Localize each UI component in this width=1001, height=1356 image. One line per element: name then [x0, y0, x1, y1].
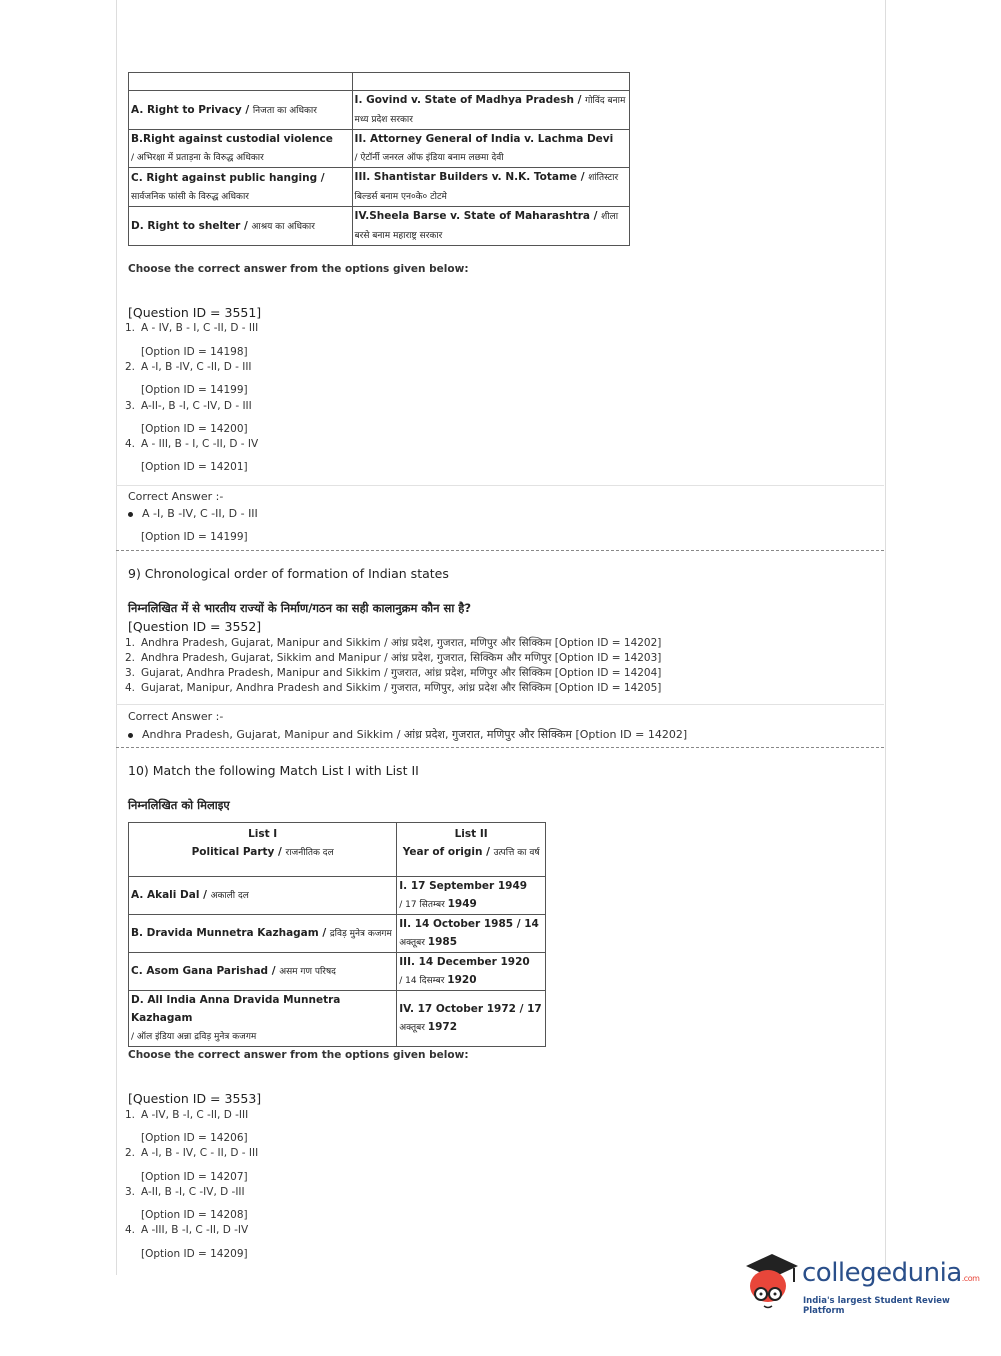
option-item[interactable]: 4. A -III, B -I, C -II, D -IV: [125, 1224, 249, 1236]
option-item[interactable]: 4. A - III, B - I, C -II, D - IV: [125, 438, 259, 450]
list1-item-c: C. Asom Gana Parishad / असम गण परिषद: [129, 953, 397, 991]
option-id: [Option ID = 14206]: [141, 1132, 248, 1144]
correct-answer: A -I, B -IV, C -II, D - III: [128, 507, 258, 520]
correct-answer: Andhra Pradesh, Gujarat, Manipur and Sikkim / आंध्र प्रदेश, गुजरात, मणिपुर और सिक्किम [Option ID = 14202]: [128, 727, 687, 742]
option-item[interactable]: 1. Andhra Pradesh, Gujarat, Manipur and Sikkim / आंध्र प्रदेश, गुजरात, मणिपुर और सिक्किम [Option ID = 14202]: [125, 637, 662, 649]
list1-item-d: D. All India Anna Dravida Munnetra Kazhagam / ऑल इंडिया अन्ना द्रविड़ मुनेत्र कजगम: [129, 991, 397, 1047]
option-id: [Option ID = 14209]: [141, 1248, 248, 1260]
choose-label: Choose the correct answer from the options given below:: [128, 263, 469, 275]
option-id: [Option ID = 14207]: [141, 1171, 248, 1183]
bullet-icon: [128, 512, 133, 517]
option-item[interactable]: 1. A -IV, B -I, C -II, D -III: [125, 1109, 249, 1121]
list2-item-iii: III. 14 December 1920 / 14 दिसम्बर 1920: [397, 953, 546, 991]
option-id: [Option ID = 14208]: [141, 1209, 248, 1221]
option-id: [Option ID = 14198]: [141, 346, 248, 358]
list2-header: List II Year of origin / उत्पत्ति का वर्ष: [397, 823, 546, 877]
list1-header: List I Political Party / राजनीतिक दल: [129, 823, 397, 877]
list2-item-i: I. Govind v. State of Madhya Pradesh / गोविंद बनाम मध्य प्रदेश सरकार: [352, 91, 629, 130]
question-title: 9) Chronological order of formation of Indian states: [128, 566, 449, 581]
table-row: [129, 915, 546, 953]
table-row: [129, 168, 630, 207]
table-row: [129, 207, 630, 246]
table-row: [129, 73, 630, 91]
question-separator: [116, 747, 884, 748]
list1-item-b: B.Right against custodial violence / अभिरक्षा में प्रताड़ना के विरुद्ध अधिकार: [129, 130, 353, 168]
correct-answer-label: Correct Answer :-: [128, 490, 224, 503]
question-hindi: निम्नलिखित को मिलाइए: [128, 798, 230, 812]
option-item[interactable]: 2. A -I, B - IV, C - II, D - III: [125, 1147, 259, 1159]
question-id: [Question ID = 3552]: [128, 619, 262, 634]
option-item[interactable]: 1. A - IV, B - I, C -II, D - III: [125, 322, 259, 334]
question-id: [Question ID = 3553]: [128, 1091, 262, 1106]
list1-item-a: A. Right to Privacy / निजता का अधिकार: [129, 91, 353, 130]
option-item[interactable]: 4. Gujarat, Manipur, Andhra Pradesh and Sikkim / गुजरात, मणिपुर, आंध्र प्रदेश और सिक्किम [Option ID = 14205]: [125, 682, 662, 694]
table-row: [129, 91, 630, 130]
correct-option-id: [Option ID = 14199]: [141, 531, 248, 543]
match-table-q10: [128, 822, 546, 1047]
table-row: [129, 991, 546, 1047]
match-table-q8: [128, 72, 630, 246]
list1-item-b: B. Dravida Munnetra Kazhagam / द्रविड़ मुनेत्र कजगम: [129, 915, 397, 953]
table-row: [129, 130, 630, 168]
collegedunia-logo[interactable]: [742, 1248, 980, 1318]
correct-answer-label: Correct Answer :-: [128, 710, 224, 723]
list2-item-ii: II. Attorney General of India v. Lachma Devi / ऐटॉर्नी जनरल ऑफ इंडिया बनाम लछमा देवी: [352, 130, 629, 168]
table-row: [129, 953, 546, 991]
list2-item-iv: IV.Sheela Barse v. State of Maharashtra / शीला बरसे बनाम महाराष्ट्र सरकार: [352, 207, 629, 246]
option-item[interactable]: 3. Gujarat, Andhra Pradesh, Manipur and Sikkim / गुजरात, आंध्र प्रदेश, मणिपुर और सिक्किम [Option ID = 14204]: [125, 667, 662, 679]
question-hindi: निम्नलिखित में से भारतीय राज्यों के निर्माण/गठन का सही कालानुक्रम कौन सा है?: [128, 601, 472, 615]
list2-item-ii: II. 14 October 1985 / 14 अक्तूबर 1985: [397, 915, 546, 953]
list2-item-iii: III. Shantistar Builders v. N.K. Totame / शांतिस्टार बिल्डर्स बनाम एन०के० टोटमे: [352, 168, 629, 207]
list2-item-iv: IV. 17 October 1972 / 17 अक्तूबर 1972: [397, 991, 546, 1047]
table-header-row: [129, 823, 546, 877]
option-item[interactable]: 2. A -I, B -IV, C -II, D - III: [125, 361, 252, 373]
list2-item-i: I. 17 September 1949 / 17 सितम्बर 1949: [397, 877, 546, 915]
option-id: [Option ID = 14200]: [141, 423, 248, 435]
question-separator: [116, 550, 884, 551]
list1-item-a: A. Akali Dal / अकाली दल: [129, 877, 397, 915]
logo-wordmark: collegedunia.com: [802, 1258, 980, 1288]
list1-item-c: C. Right against public hanging / सार्वजनिक फांसी के विरुद्ध अधिकार: [129, 168, 353, 207]
bullet-icon: [128, 733, 133, 738]
question-title: 10) Match the following Match List I with List II: [128, 763, 419, 778]
table-row: [129, 877, 546, 915]
logo-tagline: India's largest Student Review Platform: [803, 1296, 950, 1316]
option-item[interactable]: 3. A-II-, B -I, C -IV, D - III: [125, 400, 252, 412]
option-id: [Option ID = 14199]: [141, 384, 248, 396]
option-item[interactable]: 3. A-II, B -I, C -IV, D -III: [125, 1186, 245, 1198]
student-mascot-icon: [742, 1250, 800, 1314]
divider: [116, 485, 884, 486]
question-id: [Question ID = 3551]: [128, 305, 262, 320]
divider: [116, 704, 884, 705]
choose-label: Choose the correct answer from the options given below:: [128, 1049, 469, 1061]
option-id: [Option ID = 14201]: [141, 461, 248, 473]
list1-item-d: D. Right to shelter / आश्रय का अधिकार: [129, 207, 353, 246]
option-item[interactable]: 2. Andhra Pradesh, Gujarat, Sikkim and Manipur / आंध्र प्रदेश, गुजरात, सिक्किम और मणिपुर [Option ID = 14203]: [125, 652, 662, 664]
